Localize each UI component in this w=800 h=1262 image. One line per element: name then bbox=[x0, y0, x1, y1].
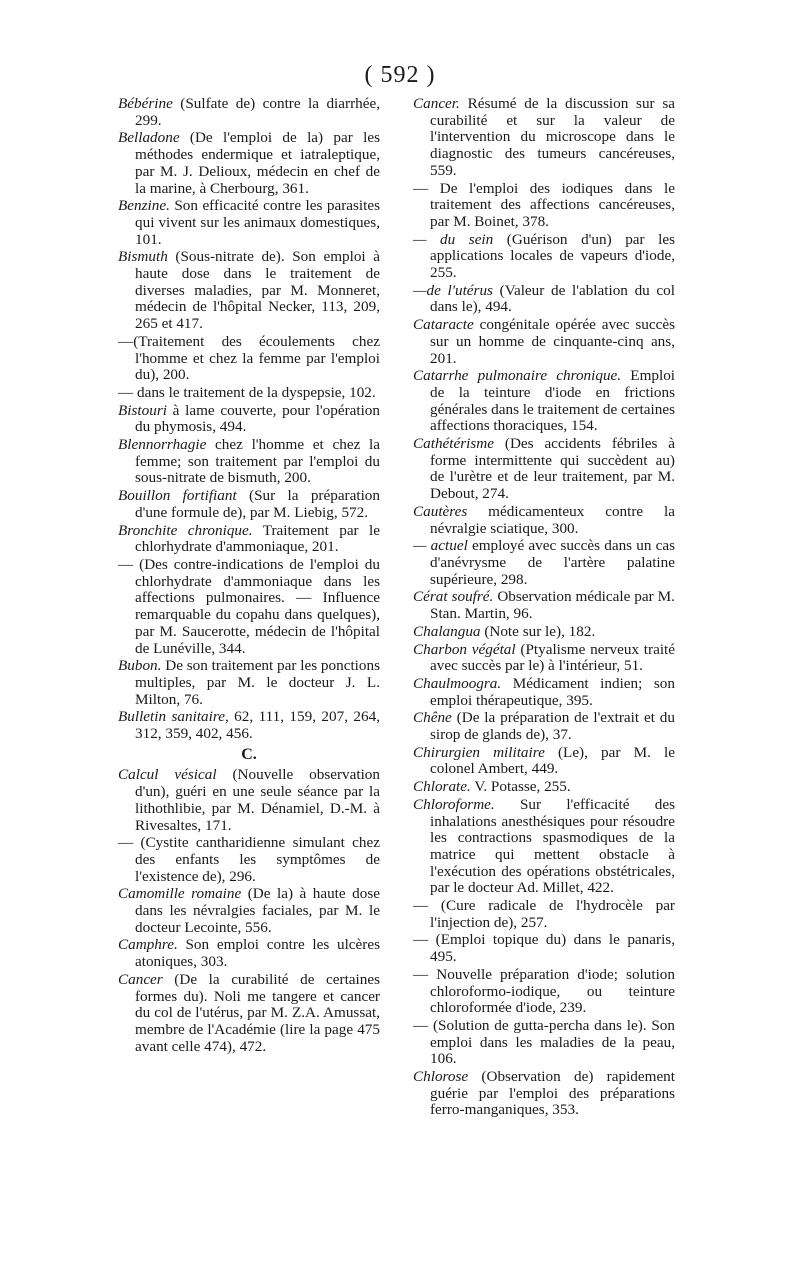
index-entry bbox=[413, 181, 675, 231]
index-entry bbox=[118, 937, 380, 970]
index-entry bbox=[413, 589, 675, 622]
entry-headword: Bébérine bbox=[118, 95, 173, 112]
entry-text: — (Solution de gutta-percha dans le). Son emploi dans les maladies de la peau, 106. bbox=[413, 1016, 675, 1068]
index-column-left bbox=[118, 96, 380, 1056]
entry-headword: Bulletin sanitaire, bbox=[118, 708, 229, 726]
entry-text: (Valeur de l'ablation du col dans le), 494. bbox=[430, 281, 675, 316]
index-entry bbox=[413, 538, 675, 588]
entry-text: V. Potasse, 255. bbox=[470, 778, 571, 796]
index-entry bbox=[118, 334, 380, 384]
entry-text: De son traitement par les ponctions multiples, par M. le docteur J. L. Milton, 76. bbox=[135, 657, 380, 708]
index-entry bbox=[413, 779, 675, 796]
entry-text: (Le), par M. le colonel Ambert, 449. bbox=[430, 743, 675, 778]
entry-text: Son emploi contre les ulcères atoniques, 303. bbox=[135, 936, 380, 971]
entry-text: — (Cure radicale de l'hydrocèle par l'injection de), 257. bbox=[413, 897, 675, 931]
entry-text: (Sulfate de) contre la diarrhée, 299. bbox=[135, 95, 380, 129]
entry-headword: Chaulmoogra. bbox=[413, 674, 502, 692]
entry-text: (Nouvelle observation d'un), guéri en une seule séance par la lithothlibie, par M. Dénamiel, D.-M. à Rivesaltes, 171. bbox=[135, 766, 380, 834]
entry-text: Emploi de la teinture d'iode en frictions générales dans le traitement de certaines affections thoraciques, 154. bbox=[430, 367, 676, 435]
entry-headword: Camphre. bbox=[118, 936, 178, 954]
index-entry bbox=[413, 504, 675, 537]
entry-text: (Sous-nitrate de). Son emploi à haute dose dans le traitement de diverses maladies, par M. Monneret, médecin de l'hôpital Necker, 113, 209, 265 et 417. bbox=[135, 248, 380, 333]
index-entry bbox=[413, 283, 675, 316]
index-entry bbox=[413, 368, 675, 435]
entry-headword: Cataracte bbox=[413, 316, 474, 334]
index-entry bbox=[413, 710, 675, 743]
entry-text: 62, 111, 159, 207, 264, 312, 359, 402, 456. bbox=[135, 708, 381, 743]
entry-headword: — du sein bbox=[413, 230, 494, 248]
entry-text: (De la) à haute dose dans les névralgies faciales, par M. le docteur Lecointe, 556. bbox=[135, 885, 380, 936]
entry-headword: Charbon végétal bbox=[413, 640, 516, 658]
entry-text: — dans le traitement de la dyspepsie, 102. bbox=[118, 383, 376, 401]
entry-text: (De la préparation de l'extrait et du sirop de glands de), 37. bbox=[430, 709, 675, 744]
entry-text: — (Emploi topique du) dans le panaris, 495. bbox=[413, 931, 675, 966]
index-column-right bbox=[413, 96, 675, 1120]
entry-text: Observation médicale par M. Stan. Martin, 96. bbox=[430, 588, 675, 623]
entry-headword: Cathétérisme bbox=[413, 435, 494, 453]
entry-headword: Bouillon fortifiant bbox=[118, 487, 237, 505]
index-entry bbox=[118, 835, 380, 885]
index-entry bbox=[118, 709, 380, 742]
entry-headword: Blennorrhagie bbox=[118, 436, 207, 454]
entry-headword: —de l'utérus bbox=[413, 281, 493, 299]
index-entry bbox=[413, 1069, 675, 1119]
index-entry bbox=[118, 658, 380, 708]
entry-headword: Calcul vésical bbox=[118, 766, 217, 784]
entry-text: Traitement par le chlorhydrate d'ammoniaque, 201. bbox=[135, 521, 380, 556]
entry-text: — De l'emploi des iodiques dans le traitement des affections cancéreuses, par M. Boinet, 378. bbox=[413, 179, 675, 230]
entry-text: (Note sur le), 182. bbox=[480, 622, 596, 640]
entry-headword: Chêne bbox=[413, 709, 452, 727]
page-number: ( 592 ) bbox=[364, 62, 436, 88]
entry-text: (Guérison d'un) par les applications locales de vapeurs d'iode, 255. bbox=[430, 230, 676, 282]
entry-headword: Chlorose bbox=[413, 1068, 469, 1086]
index-entry bbox=[118, 403, 380, 436]
entry-headword: — actuel bbox=[413, 537, 468, 555]
entry-headword: Chalangua bbox=[413, 622, 481, 640]
index-entry bbox=[413, 317, 675, 367]
entry-text: (Observation de) rapidement guérie par l'emploi des préparations ferro-manganiques, 353. bbox=[430, 1068, 675, 1119]
index-entry bbox=[118, 385, 380, 402]
index-entry bbox=[118, 523, 380, 556]
entry-text: (Sur la préparation d'une formule de), par M. Liebig, 572. bbox=[135, 487, 380, 521]
entry-text: (Ptyalisme nerveux traité avec succès par le) à l'intérieur, 51. bbox=[430, 640, 675, 675]
entry-headword: Cérat soufré. bbox=[413, 588, 494, 606]
entry-headword: Bistouri bbox=[118, 401, 167, 419]
index-entry bbox=[413, 232, 675, 282]
entry-text: chez l'homme et chez la femme; son traitement par l'emploi du sous-nitrate de bismuth, 200. bbox=[135, 436, 380, 487]
index-entry bbox=[413, 967, 675, 1017]
entry-text: médicamenteux contre la névralgie sciatique, 300. bbox=[430, 502, 675, 537]
index-entry bbox=[118, 557, 380, 657]
index-entry bbox=[413, 436, 675, 503]
index-entry bbox=[118, 488, 380, 521]
entry-headword: Belladone bbox=[118, 129, 180, 147]
entry-headword: Cautères bbox=[413, 502, 468, 520]
entry-text: —(Traitement des écoulements chez l'homme et chez la femme par l'emploi du), 200. bbox=[118, 332, 380, 384]
index-entry bbox=[413, 932, 675, 965]
section-letter: C. bbox=[241, 745, 257, 763]
index-entry bbox=[413, 797, 675, 897]
index-entry bbox=[118, 96, 380, 129]
entry-headword: Cancer. bbox=[413, 95, 460, 112]
entry-headword: Catarrhe pulmonaire chronique. bbox=[413, 367, 622, 385]
index-entry bbox=[413, 642, 675, 675]
entry-text: employé avec succès dans un cas d'anévrysme de l'artère palatine supérieure, 298. bbox=[430, 537, 675, 588]
index-entry bbox=[413, 676, 675, 709]
entry-text: — (Des contre-indications de l'emploi du chlorhydrate d'ammoniaque dans les affections pulmonaires. — Influence remarquable du copahu dans quelques), par M. Saucerotte, médecin de l'hôpital de Lunéville, 344. bbox=[118, 555, 380, 657]
index-entry bbox=[413, 1018, 675, 1068]
entry-text: (De la curabilité de certaines formes du). Noli me tangere et cancer du col de l'utérus, par M. Z.A. Amussat, membre de l'Académie (lire la page 475 avant celle 474), 472. bbox=[135, 970, 380, 1055]
entry-headword: Chlorate. bbox=[413, 778, 471, 796]
index-entry bbox=[413, 96, 675, 180]
entry-text: (Des accidents fébriles à forme intermittente qui succèdent au) de l'urètre et de leur traitement, par M. Debout, 274. bbox=[430, 435, 675, 503]
entry-text: congénitale opérée avec succès sur un homme de cinquante-cinq ans, 201. bbox=[430, 316, 675, 367]
index-entry bbox=[413, 624, 675, 641]
entry-headword: Camomille romaine bbox=[118, 885, 242, 903]
entry-headword: Cancer bbox=[118, 970, 163, 988]
entry-headword: Chloroforme. bbox=[413, 795, 495, 813]
entry-text: Sur l'efficacité des inhalations anesthésiques pour résoudre les contractions spasmodiques de la matrice qui mettent obstacle à l'exécution des opérations obstétricales, par le docteur Ad. Millet, 422. bbox=[430, 795, 675, 897]
entry-headword: Benzine. bbox=[118, 197, 170, 215]
index-entry bbox=[118, 886, 380, 936]
entry-headword: Bronchite chronique. bbox=[118, 521, 253, 539]
index-entry bbox=[118, 249, 380, 333]
entry-text: Résumé de la discussion sur sa curabilité et sur la valeur de l'intervention du microscope dans le diagnostic des tumeurs cancéreuses, 559. bbox=[430, 95, 675, 179]
entry-text: Son efficacité contre les parasites qui vivent sur les animaux domestiques, 101. bbox=[135, 197, 380, 248]
index-entry bbox=[118, 767, 380, 834]
entry-text: — Nouvelle préparation d'iode; solution chloroformo-iodique, ou teinture chloroformée d'iode, 239. bbox=[413, 965, 675, 1017]
entry-headword: Bismuth bbox=[118, 248, 168, 266]
entry-headword: Bubon. bbox=[118, 657, 162, 675]
index-entry bbox=[413, 898, 675, 931]
entry-text: — (Cystite cantharidienne simulant chez des enfants les symptômes de l'existence de), 296. bbox=[118, 834, 380, 885]
entry-text: (De l'emploi de la) par les méthodes endermique et iatraleptique, par M. J. Delioux, médecin en chef de la marine, à Cherbourg, 361. bbox=[135, 129, 380, 197]
index-entry bbox=[118, 130, 380, 197]
entry-headword: Chirurgien militaire bbox=[413, 743, 545, 761]
index-entry bbox=[118, 198, 380, 248]
entry-text: Médicament indien; son emploi thérapeutique, 395. bbox=[430, 674, 675, 709]
index-entry bbox=[118, 437, 380, 487]
index-entry bbox=[118, 972, 380, 1056]
index-entry bbox=[413, 745, 675, 778]
entry-text: à lame couverte, pour l'opération du phymosis, 494. bbox=[135, 401, 380, 436]
